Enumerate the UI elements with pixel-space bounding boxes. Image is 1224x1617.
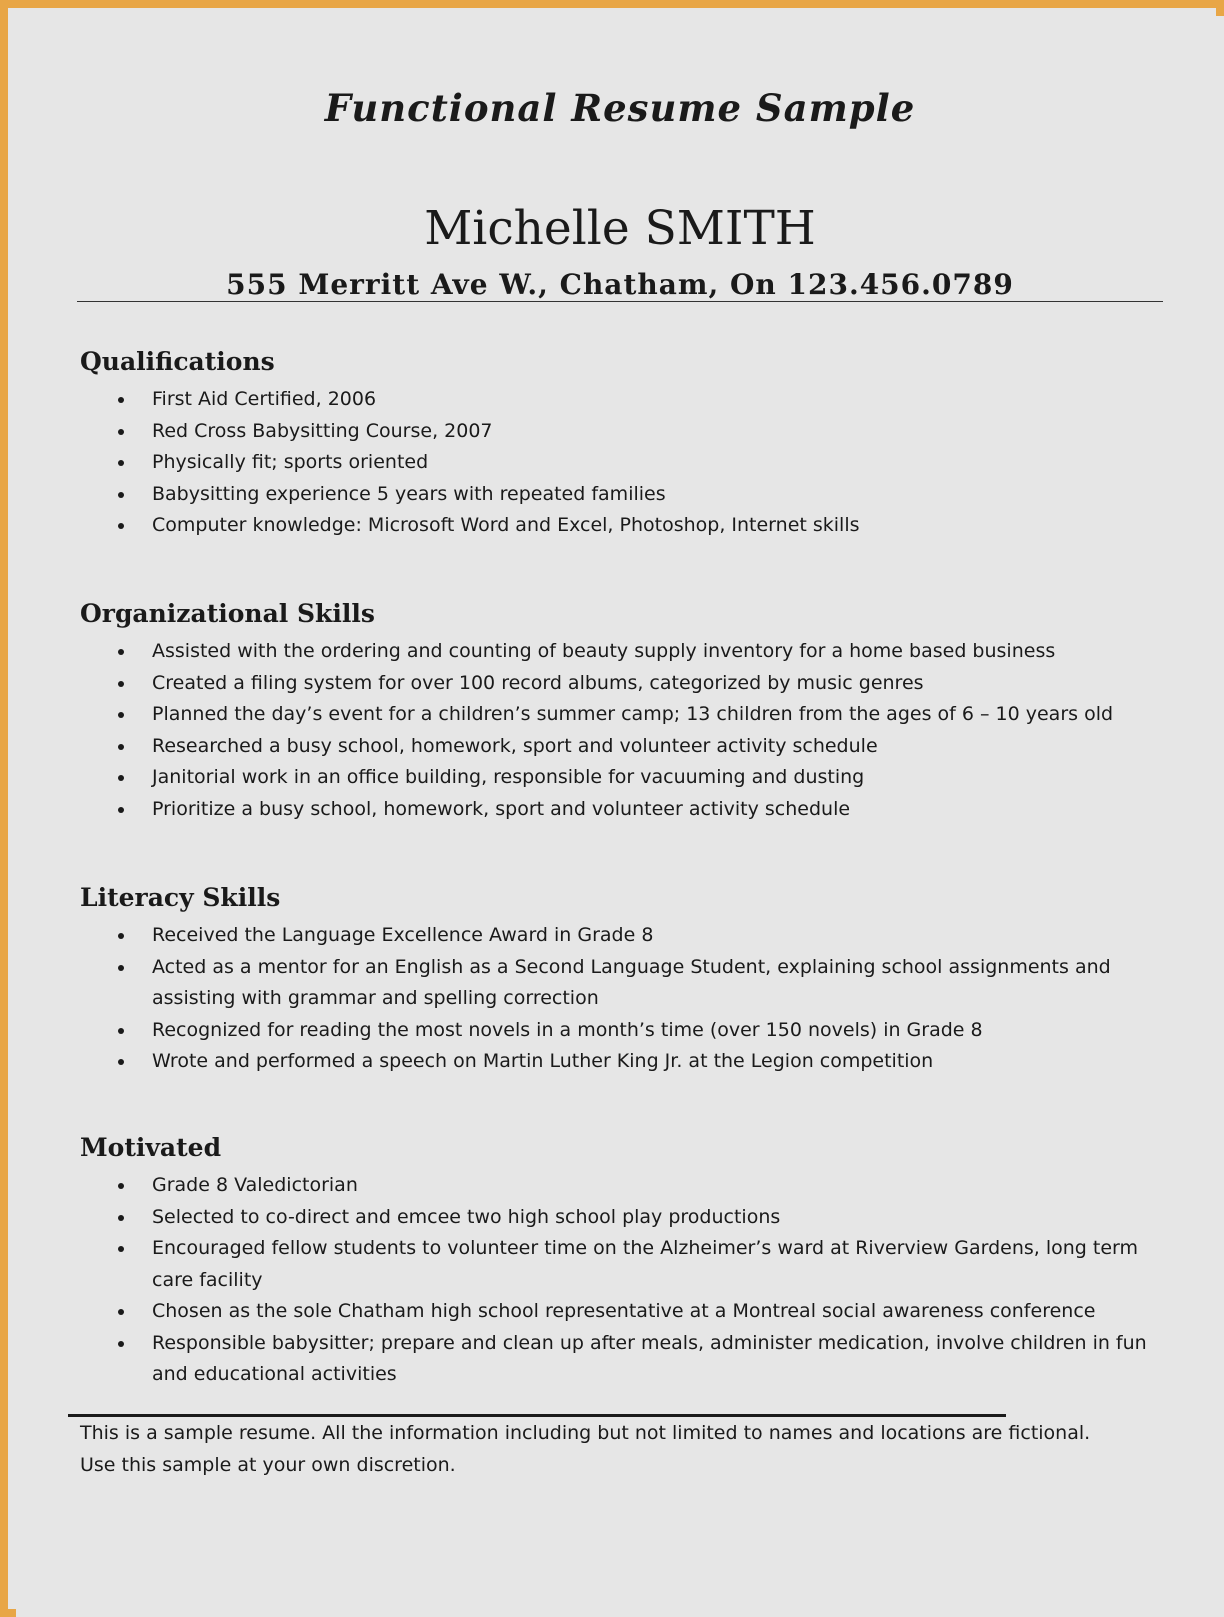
section-literacy-skills xyxy=(80,880,1180,1078)
list-item xyxy=(80,384,1180,416)
section-heading: Qualifications xyxy=(80,347,275,376)
list-item xyxy=(80,920,1180,952)
list-item xyxy=(80,510,1180,542)
bullet-icon xyxy=(118,1183,124,1189)
bullet-icon xyxy=(118,492,124,498)
disclaimer xyxy=(80,1418,1180,1481)
list-item-text: Computer knowledge: Microsoft Word and Excel, Photoshop, Internet skills xyxy=(152,514,860,536)
bullet-icon xyxy=(118,1309,124,1315)
list-item xyxy=(80,1202,1180,1234)
list-item-text: Received the Language Excellence Award in Grade 8 xyxy=(152,924,654,946)
list-item-text: Assisted with the ordering and counting of beauty supply inventory for a home based business xyxy=(152,640,1056,662)
bullet-icon xyxy=(118,1059,124,1065)
bullet-icon xyxy=(118,1341,124,1347)
resume-sheet xyxy=(16,16,1224,1617)
document-title: Functional Resume Sample xyxy=(324,86,916,130)
list-item-text: Encouraged fellow students to volunteer time on the Alzheimer’s ward at Riverview Gardens, long term care facility xyxy=(152,1237,1139,1291)
bullet-icon xyxy=(118,1028,124,1034)
list-item-text: Planned the day’s event for a children’s summer camp; 13 children from the ages of 6 – 10 years old xyxy=(152,703,1114,725)
list-item xyxy=(80,636,1180,668)
bullet-list xyxy=(80,1170,1180,1391)
list-item-text: Prioritize a busy school, homework, sport and volunteer activity schedule xyxy=(152,797,851,820)
bullet-icon xyxy=(118,397,124,403)
list-item-text: Janitorial work in an office building, responsible for vacuuming and dusting xyxy=(152,766,865,788)
list-item xyxy=(80,699,1180,731)
list-item xyxy=(80,1328,1180,1391)
bullet-icon xyxy=(118,712,124,718)
section-heading: Literacy Skills xyxy=(80,883,281,912)
list-item xyxy=(80,1296,1180,1328)
list-item-text: Chosen as the sole Chatham high school representative at a Montreal social awareness conference xyxy=(152,1300,1096,1322)
list-item xyxy=(80,1046,1180,1078)
bullet-list xyxy=(80,384,1180,542)
section-qualifications xyxy=(80,344,1180,542)
bullet-list xyxy=(80,920,1180,1078)
list-item-text: Physically fit; sports oriented xyxy=(152,451,429,473)
section-motivated xyxy=(80,1130,1180,1391)
list-item xyxy=(80,1233,1180,1296)
disclaimer-line: This is a sample resume. All the information including but not limited to names and locations are fictional. xyxy=(80,1422,1091,1444)
list-item xyxy=(80,794,1180,826)
bullet-icon xyxy=(118,681,124,687)
candidate-name: Michelle SMITH xyxy=(424,201,816,256)
list-item-text: Acted as a mentor for an English as a Second Language Student, explaining school assignments and assisting with grammar and spelling correction xyxy=(152,955,1111,1009)
bullet-icon xyxy=(118,775,124,781)
section-heading: Organizational Skills xyxy=(80,599,375,628)
bullet-icon xyxy=(118,807,124,813)
contact-line: 555 Merritt Ave W., Chatham, On 123.456.0789 xyxy=(226,268,1014,301)
disclaimer-line: Use this sample at your own discretion. xyxy=(80,1453,456,1476)
list-item xyxy=(80,479,1180,511)
list-item-text: Babysitting experience 5 years with repeated families xyxy=(152,482,666,505)
list-item xyxy=(80,1015,1180,1047)
list-item xyxy=(80,1170,1180,1202)
list-item-text: Created a filing system for over 100 record albums, categorized by music genres xyxy=(152,671,924,694)
list-item xyxy=(80,952,1180,1015)
list-item-text: Recognized for reading the most novels in a month’s time (over 150 novels) in Grade 8 xyxy=(152,1018,983,1041)
bullet-list xyxy=(80,636,1180,825)
bullet-icon xyxy=(118,1246,124,1252)
bullet-icon xyxy=(118,429,124,435)
footer-divider xyxy=(68,1414,1006,1417)
list-item-text: Responsible babysitter; prepare and clean up after meals, administer medication, involve children in fun and educational activities xyxy=(152,1331,1147,1385)
list-item xyxy=(80,416,1180,448)
list-item-text: Red Cross Babysitting Course, 2007 xyxy=(152,419,493,442)
list-item-text: Selected to co-direct and emcee two high school play productions xyxy=(152,1205,781,1228)
list-item xyxy=(80,447,1180,479)
list-item-text: Grade 8 Valedictorian xyxy=(152,1174,358,1196)
list-item-text: Wrote and performed a speech on Martin Luther King Jr. at the Legion competition xyxy=(152,1050,934,1072)
list-item-text: First Aid Certified, 2006 xyxy=(152,388,377,410)
header-divider xyxy=(77,301,1163,302)
bullet-icon xyxy=(118,1215,124,1221)
bullet-icon xyxy=(118,933,124,939)
bullet-icon xyxy=(118,460,124,466)
bullet-icon xyxy=(118,744,124,750)
list-item xyxy=(80,731,1180,763)
list-item xyxy=(80,762,1180,794)
section-heading: Motivated xyxy=(80,1133,222,1162)
list-item-text: Researched a busy school, homework, sport and volunteer activity schedule xyxy=(152,734,878,757)
bullet-icon xyxy=(118,523,124,529)
bullet-icon xyxy=(118,649,124,655)
section-organizational-skills xyxy=(80,596,1180,825)
bullet-icon xyxy=(118,965,124,971)
list-item xyxy=(80,668,1180,700)
